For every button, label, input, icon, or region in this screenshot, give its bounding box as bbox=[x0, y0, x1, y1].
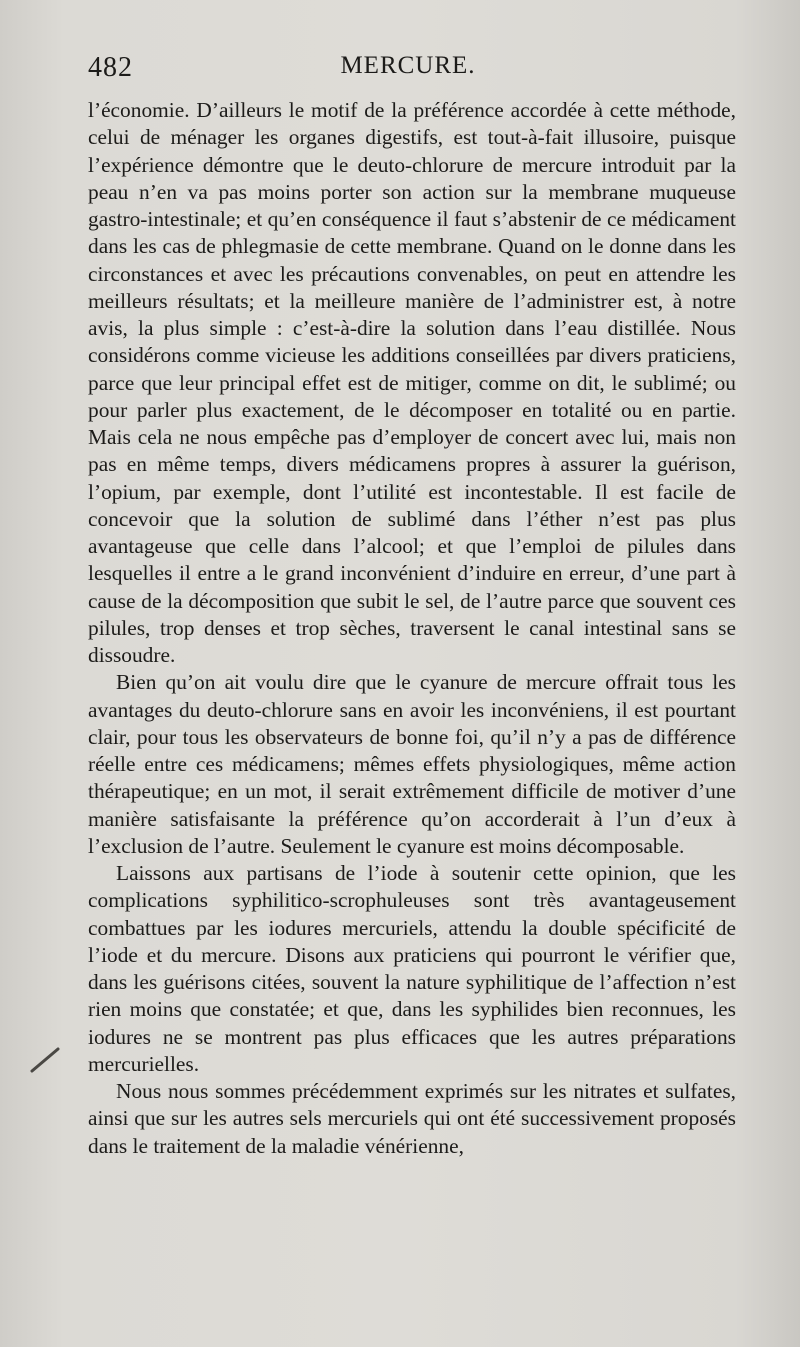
paragraph: l’économie. D’ailleurs le motif de la préférence accordée à cette méthode, celui de ménager les organes digestifs, est tout-à-fait illusoire, puisque l’expérience démontre que le deuto-chlorure de mercure introduit par la peau n’en va pas moins porter son action sur la membrane muqueuse gastro-intestinale; et qu’en conséquence il faut s’abstenir de ce médicament dans les cas de phlegmasie de cette membrane. Quand on le donne dans les circonstances et avec les précautions convenables, on peut en attendre les meilleurs résultats; et la meilleure manière de l’administrer est, à notre avis, la plus simple : c’est-à-dire la solution dans l’eau distillée. Nous considérons comme vicieuse les additions conseillées par divers praticiens, parce que leur principal effet est de mitiger, comme on dit, le sublimé; ou pour parler plus exactement, de le décomposer en totalité ou en partie. Mais cela ne nous empêche pas d’employer de concert avec lui, mais non pas en même temps, divers médicamens propres à assurer la guérison, l’opium, par exemple, dont l’utilité est incontestable. Il est facile de concevoir que la solution de sublimé dans l’éther n’est pas plus avantageuse que celle dans l’alcool; et que l’emploi de pilules dans lesquelles il entre a le grand inconvénient d’induire en erreur, d’une part à cause de la décomposition que subit le sel, de l’autre parce que souvent ces pilules, trop denses et trop sèches, traversent le canal intestinal sans se dissoudre. bbox=[88, 98, 736, 667]
paragraph: Bien qu’on ait voulu dire que le cyanure de mercure offrait tous les avantages du deuto-chlorure sans en avoir les inconvéniens, il est pourtant clair, pour tous les observateurs de bonne foi, qu’il n’y a pas de différence réelle entre ces médicamens; mêmes effets physiologiques, même action thérapeutique; en un mot, il serait extrêmement difficile de motiver d’une manière satisfaisante la préférence qu’on accorderait à l’un d’eux à l’exclusion de l’autre. Seulement le cyanure est moins décomposable. bbox=[88, 670, 736, 858]
page-header bbox=[88, 52, 728, 86]
paragraph: Laissons aux partisans de l’iode à soutenir cette opinion, que les complications syphilitico-scrophuleuses sont très avantageusement combattues par les iodures mercuriels, attendu la double spécificité de l’iode et du mercure. Disons aux praticiens qui pourront le vérifier que, dans les guérisons citées, souvent la nature syphilitique de l’affection n’est rien moins que constatée; et que, dans les syphilides bien reconnues, les iodures ne se montrent pas plus efficaces que les autres préparations mercurielles. bbox=[88, 861, 736, 1076]
page-number: 482 bbox=[88, 52, 133, 83]
pencil-stroke-icon bbox=[30, 1045, 62, 1073]
running-title: MERCURE. bbox=[340, 52, 476, 79]
paragraph: Nous nous sommes précédemment exprimés sur les nitrates et sulfates, ainsi que sur les autres sels mercuriels qui ont été successivement proposés dans le traitement de la maladie vénérienne, bbox=[88, 1079, 736, 1158]
body-text bbox=[88, 97, 736, 1160]
